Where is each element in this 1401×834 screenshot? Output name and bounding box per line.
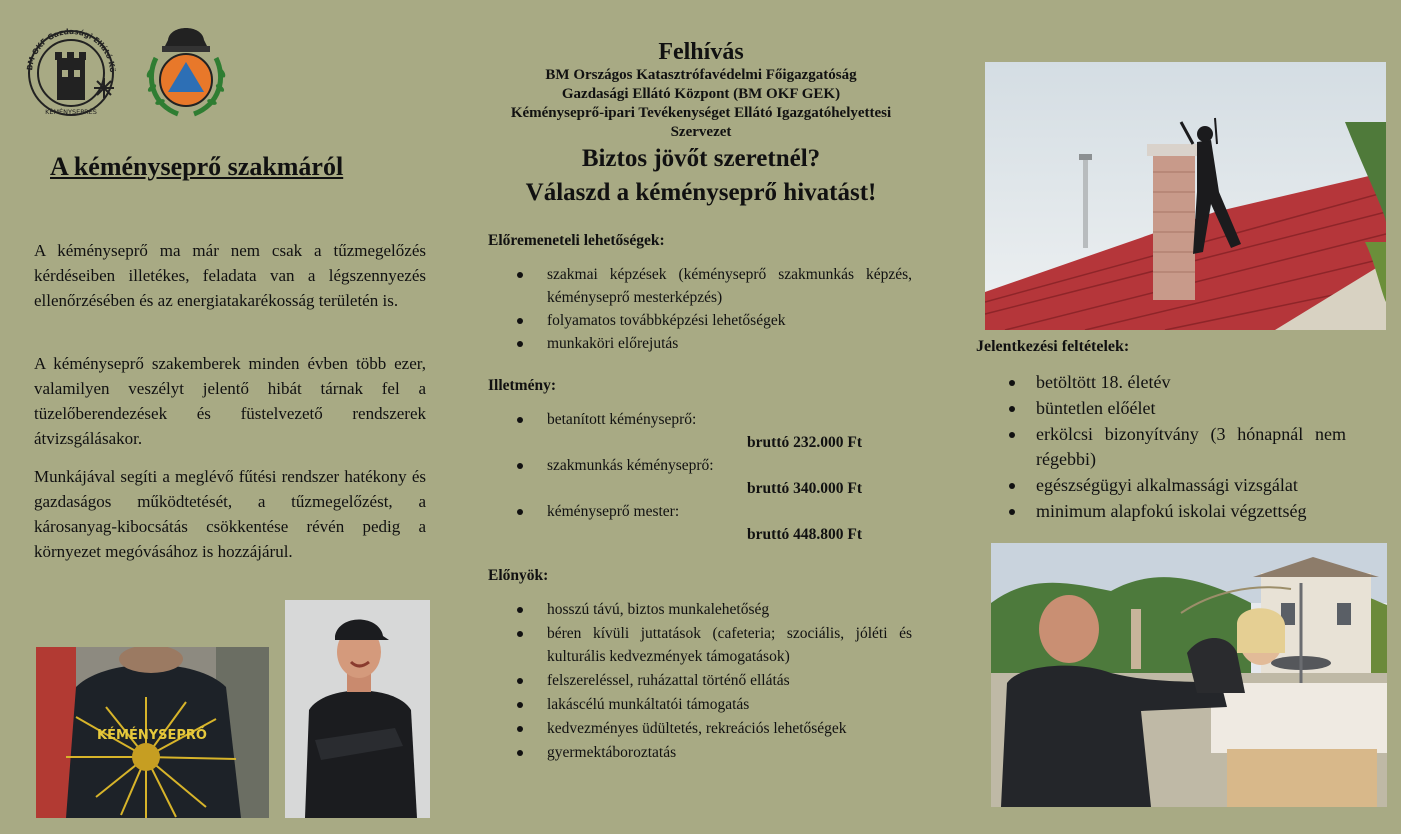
section-title: A kéményseprő szakmáról [50, 152, 344, 181]
roof-chimney-photo [985, 62, 1386, 330]
benefits-section [488, 567, 918, 764]
intro-paragraph-1: A kéményseprő ma már nem csak a tűzmegelőzés kérdéseiben illetékes, feladata van a légszennyezés ellenőrzésében és az energiatakarékosság területén is. [34, 241, 426, 310]
list-item: lakáscélú munkáltatói támogatás [488, 693, 912, 716]
salary-section [488, 377, 918, 546]
list-item: büntetlen előélet [976, 396, 1346, 421]
list-item: kedvezményes üdültetés, rekreációs lehetőségek [488, 717, 912, 740]
list-item: erkölcsi bizonyítvány (3 hónapnál nem régebbi) [976, 422, 1346, 472]
katasztrofavedelem-emblem [138, 18, 234, 120]
salary-label: kéményseprő mester: [488, 500, 918, 523]
chimney-inspection-photo [991, 543, 1387, 807]
list-item: egészségügyi alkalmassági vizsgálat [976, 473, 1346, 498]
kemenysepres-logo [22, 28, 120, 118]
list-item: hosszú távú, biztos munkalehetőség [488, 598, 912, 621]
requirements-section [976, 338, 1346, 524]
list-item: béren kívüli juttatások (cafeteria; szociális, jóléti és kulturális kedvezmények támogatások) [488, 622, 912, 668]
header-block [470, 38, 932, 210]
salary-amount: bruttó 340.000 Ft [747, 480, 862, 497]
requirements-heading: Jelentkezési feltételek: [976, 338, 1130, 355]
org-line-2: Gazdasági Ellátó Központ (BM OKF GEK) [561, 86, 841, 102]
intro-paragraph-2: A kéményseprő szakemberek minden évben több ezer, valamilyen veszélyt jelentő hibát tárnak fel a tüzelőberendezések és füstelvezető rendszerek átvizsgálásakor. [34, 354, 426, 448]
salary-label: betanított kéményseprő: [488, 408, 918, 431]
intro-paragraph-3: Munkájával segíti a meglévő fűtési rendszer hatékony és gazdaságos működtetését, a tűzmegelőzést, a károsanyag-kibocsátás csökkentése révén pedig a környezet megóvásához is hozzájárul. [34, 467, 426, 561]
logo-ring-text: BM OKF Gazdasági Ellátó Kö [25, 28, 118, 73]
list-item: minimum alapfokú iskolai végzettség [976, 499, 1346, 524]
salary-amount: bruttó 232.000 Ft [747, 434, 862, 451]
list-item: betöltött 18. életév [976, 370, 1346, 395]
org-line-1: BM Országos Katasztrófavédelmi Főigazgatóság [545, 67, 857, 83]
header-title: Felhívás [658, 39, 744, 65]
benefits-heading: Előnyök: [488, 567, 549, 584]
salary-heading: Illetmény: [488, 377, 557, 394]
logo-ring-sub: KÉMÉNYSEPRÉS [45, 108, 97, 116]
jacket-brush-photo [36, 647, 269, 818]
list-item: gyermektáboroztatás [488, 741, 912, 764]
chimney-sweep-portrait-photo [285, 600, 430, 818]
slogan-line-2: Válaszd a kéményseprő hivatást! [525, 179, 877, 206]
salary-label: szakmunkás kéményseprő: [488, 454, 918, 477]
list-item: munkaköri előrejutás [488, 332, 912, 355]
advancement-section [488, 232, 918, 355]
list-item: folyamatos továbbképzési lehetőségek [488, 309, 912, 332]
list-item: felszereléssel, ruházattal történő ellátás [488, 669, 912, 692]
salary-amount: bruttó 448.800 Ft [747, 526, 862, 543]
slogan-line-1: Biztos jövőt szeretnél? [581, 145, 821, 172]
org-line-3: Kéményseprő-ipari Tevékenységet Ellátó Igazgatóhelyettesi Szervezet [510, 105, 892, 140]
list-item: szakmai képzések (kéményseprő szakmunkás képzés, kéményseprő mesterképzés) [488, 263, 912, 309]
advancement-heading: Előremeneteli lehetőségek: [488, 232, 665, 249]
jacket-text: KÉMÉNYSEPRŐ [97, 728, 207, 743]
